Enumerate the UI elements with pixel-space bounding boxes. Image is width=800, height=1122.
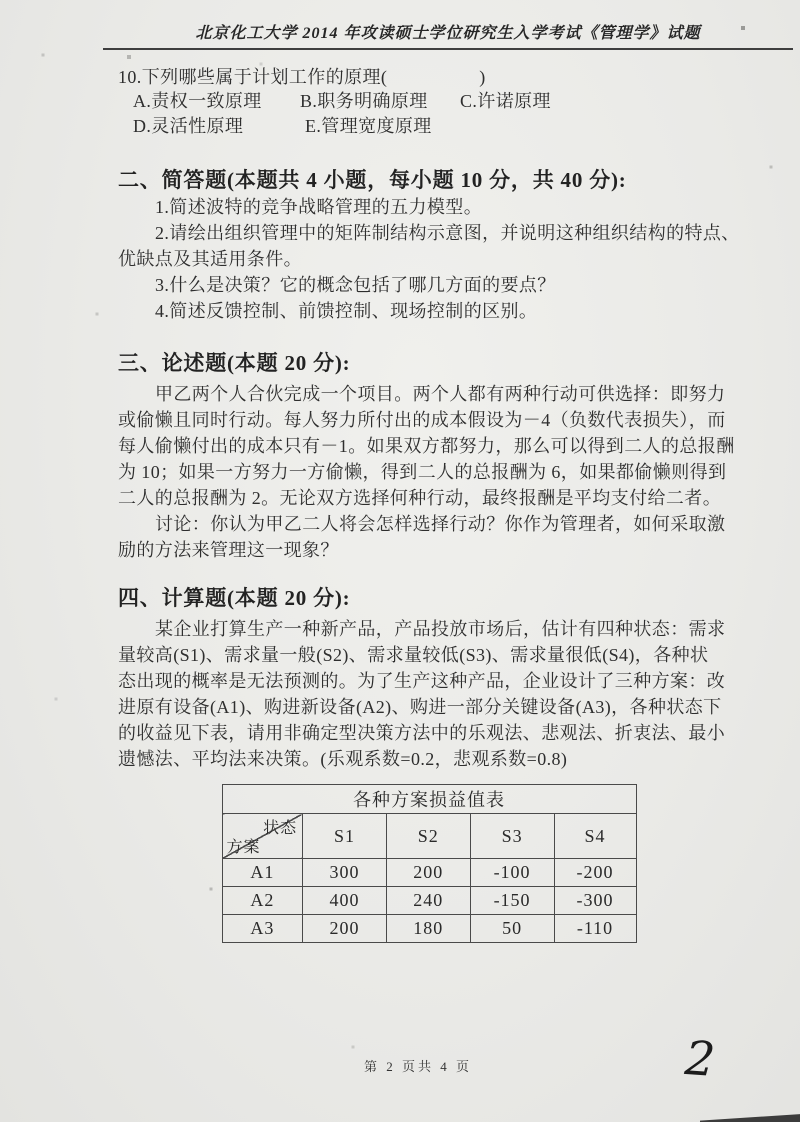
section-short-answer [118, 166, 740, 324]
cell-value: 180 [386, 915, 470, 943]
calculation-line: 进原有设备(A1)、购进新设备(A2)、购进一部分关键设备(A3)，各种状态下 [118, 697, 722, 717]
cell-value: -300 [554, 887, 636, 915]
corner-label-state: 状态 [263, 820, 298, 837]
short-answer-item-2: 2.请绘出组织管理中的矩阵制结构示意图，并说明这种组织结构的特点、 [155, 223, 740, 243]
table-header-row [222, 814, 636, 859]
row-label: A1 [222, 859, 303, 887]
discussion-line: 讨论：你认为甲乙二人将会怎样选择行动？你作为管理者，如何采取激 [155, 514, 726, 534]
essay-paragraph [118, 381, 740, 511]
table-title: 各种方案损益值表 [222, 785, 636, 814]
column-header-s2: S2 [386, 814, 470, 859]
question-10-stem-line [118, 65, 740, 89]
table-row [222, 887, 636, 915]
section-essay [118, 349, 740, 563]
calculation-line: 态出现的概率是无法预测的。为了生产这种产品，企业设计了三种方案：改 [118, 671, 726, 691]
corner-label-plan: 方案 [226, 839, 261, 856]
section-calculation-heading: 四、计算题(本题 20 分): [118, 586, 351, 610]
cell-value: -100 [470, 859, 554, 887]
option-d: D.灵活性原理 [133, 116, 244, 136]
table-corner-cell [222, 814, 303, 859]
cell-value: 400 [303, 887, 387, 915]
option-c: C.许诺原理 [460, 91, 551, 111]
essay-line: 二人的总报酬为 2。无论双方选择何种行动，最终报酬是平均支付给二者。 [118, 488, 722, 508]
question-10-stem: 10.下列哪些属于计划工作的原理( [118, 67, 388, 87]
calculation-line: 量较高(S1)、需求量一般(S2)、需求量较低(S3)、需求量很低(S4)，各种状 [118, 645, 709, 665]
cell-value: 50 [470, 915, 554, 943]
options-row-2 [133, 114, 740, 139]
short-answer-item-4: 4.简述反馈控制、前馈控制、现场控制的区别。 [155, 301, 538, 321]
section-short-answer-heading: 二、简答题(本题共 4 小题，每小题 10 分，共 40 分): [118, 168, 627, 192]
payoff-table [222, 784, 637, 943]
calculation-line: 某企业打算生产一种新产品，产品投放市场后，估计有四种状态：需求 [155, 619, 726, 639]
section-essay-heading: 三、论述题(本题 20 分): [118, 351, 351, 375]
cell-value: -150 [470, 887, 554, 915]
scan-noise-speckles [0, 0, 2, 2]
page-header [103, 20, 793, 50]
cell-value: -110 [554, 915, 636, 943]
column-header-s3: S3 [470, 814, 554, 859]
handwritten-page-number: 2 [683, 1031, 717, 1088]
cell-value: 300 [303, 859, 387, 887]
essay-discussion [118, 511, 740, 563]
essay-line: 为 10；如果一方努力一方偷懒，得到二人的总报酬为 6，如果都偷懒则得到 [118, 462, 727, 482]
section-calculation [118, 584, 740, 943]
essay-line: 每人偷懒付出的成本只有－1。如果双方都努力，那么可以得到二人的总报酬 [118, 436, 735, 456]
table-row [222, 915, 636, 943]
table-title-row [222, 785, 636, 814]
options-row-1 [133, 89, 740, 114]
discussion-line: 励的方法来管理这一现象？ [118, 540, 339, 560]
question-10 [118, 65, 740, 139]
essay-line: 或偷懒且同时行动。每人努力所付出的成本假设为－4（负数代表损失），而 [118, 410, 726, 430]
calculation-line: 遗憾法、平均法来决策。(乐观系数=0.2，悲观系数=0.8) [118, 749, 568, 769]
calculation-paragraph [118, 616, 740, 772]
page-footer: 第 2 页共 4 页 [363, 1059, 472, 1074]
cell-value: -200 [554, 859, 636, 887]
scan-artifact-smudge [700, 1113, 800, 1122]
short-answer-item-2-cont: 优缺点及其适用条件。 [118, 249, 302, 269]
option-b: B.职务明确原理 [300, 91, 428, 111]
option-a: A.责权一致原理 [133, 91, 262, 111]
table-row [222, 859, 636, 887]
cell-value: 240 [386, 887, 470, 915]
column-header-s4: S4 [554, 814, 636, 859]
row-label: A2 [222, 887, 303, 915]
cell-value: 200 [303, 915, 387, 943]
calculation-line: 的收益见下表，请用非确定型决策方法中的乐观法、悲观法、折衷法、最小 [118, 723, 726, 743]
cell-value: 200 [386, 859, 470, 887]
option-e: E.管理宽度原理 [305, 116, 432, 136]
row-label: A3 [222, 915, 303, 943]
exam-body [118, 65, 740, 943]
question-10-stem-close: ) [479, 67, 486, 87]
short-answer-item-3: 3.什么是决策？它的概念包括了哪几方面的要点？ [155, 275, 556, 295]
column-header-s1: S1 [303, 814, 387, 859]
short-answer-item-1: 1.简述波特的竞争战略管理的五力模型。 [155, 197, 483, 217]
essay-line: 甲乙两个人合伙完成一个项目。两个人都有两种行动可供选择：即努力 [155, 384, 726, 404]
exam-title: 北京化工大学 2014 年攻读硕士学位研究生入学考试《管理学》试题 [195, 25, 701, 42]
